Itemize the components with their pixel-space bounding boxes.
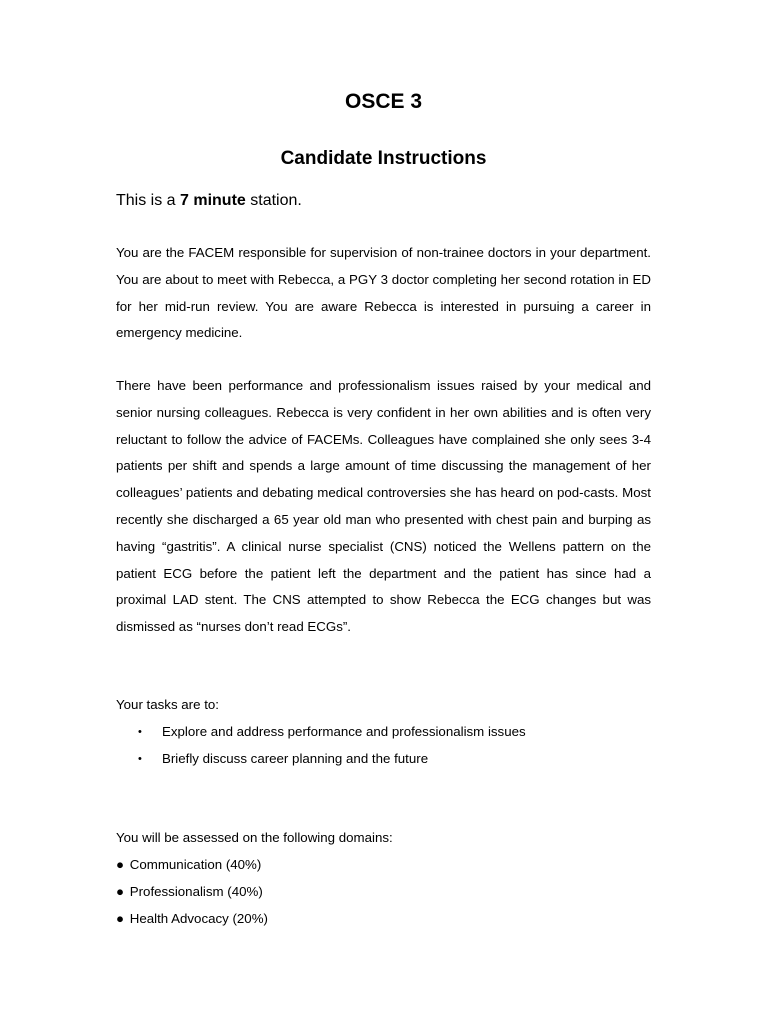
list-item [116,852,268,879]
page-title: OSCE 3 [344,90,423,113]
task-text: Briefly discuss career planning and the future [162,750,429,766]
station-duration [116,189,302,213]
domain-list [116,852,268,932]
duration-suffix: station. [245,192,302,209]
list-item [116,879,268,906]
bullet-icon: ● [116,910,125,926]
task-text: Explore and address performance and professionalism issues [162,724,526,739]
domain-text: Professionalism (40%) [129,883,263,899]
duration-emphasis: 7 minute [180,192,246,209]
domain-text: Communication (40%) [129,857,262,872]
page-subtitle: Candidate Instructions [280,148,487,169]
domain-text: Health Advocacy (20%) [129,910,268,926]
bullet-icon: ● [116,857,125,872]
scenario-paragraph-2: There have been performance and professionalism issues raised by your medical and senior nursing colleagues. Rebecca is very confident in her own abilities and is often very reluctant to follow the advice of FACEMs. Colleagues have complained she only sees 3-4 patients per shift and spends a large amount of time discussing the management of her colleagues’ patients and debating medical controversies she has heard on pod-casts. Most recently she discharged a 65 year old man who presented with chest pain and burping as having “gastritis”. A clinical nurse specialist (CNS) noticed the Wellens pattern on the patient ECG before the patient left the department and the patient has since had a proximal LAD stent. The CNS attempted to show Rebecca the ECG changes but was dismissed as “nurses don’t read ECGs”. [116,378,651,635]
tasks-label: Your tasks are to: [116,697,219,712]
scenario-paragraph-1: You are the FACEM responsible for supervision of non-trainee doctors in your department. You are about to meet with Rebecca, a PGY 3 doctor completing her second rotation in ED for her mid-run review. You are aware Rebecca is interested in pursuing a career in emergency medicine. [116,245,651,341]
task-list [116,719,526,773]
bullet-icon: • [138,726,142,738]
bullet-icon: • [138,752,142,765]
list-item [116,746,526,773]
duration-prefix: This is a [116,192,181,209]
domains-label: You will be assessed on the following domains: [116,830,393,845]
list-item [116,719,526,746]
list-item [116,906,268,933]
bullet-icon: ● [116,883,125,899]
